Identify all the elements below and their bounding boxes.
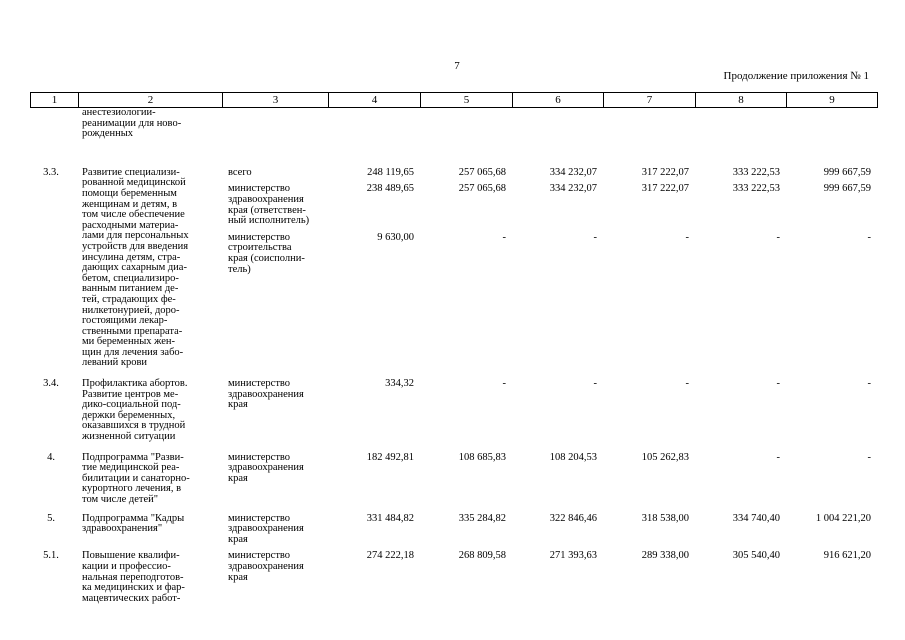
row-executor bbox=[222, 514, 328, 552]
value: 9 630,00 bbox=[377, 231, 414, 243]
table-row bbox=[30, 168, 877, 379]
value-cell bbox=[786, 379, 877, 453]
body-table bbox=[30, 108, 877, 604]
executor-label: всего bbox=[228, 166, 252, 178]
value: 999 667,59 bbox=[823, 166, 871, 178]
value: - bbox=[867, 451, 871, 463]
value-cell bbox=[328, 453, 420, 514]
value: - bbox=[776, 231, 780, 243]
value-cell bbox=[420, 551, 512, 604]
row-executor bbox=[222, 379, 328, 453]
table-row bbox=[30, 379, 877, 453]
value-cell bbox=[420, 514, 512, 552]
row-number: 4. bbox=[47, 451, 55, 463]
value: - bbox=[685, 231, 689, 243]
value: 271 393,63 bbox=[549, 550, 597, 562]
executor-label: министерство здравоохранения края bbox=[228, 378, 304, 411]
value: 335 284,82 bbox=[458, 512, 506, 524]
value-cell bbox=[512, 168, 603, 379]
header-cell: 5 bbox=[421, 93, 513, 108]
value-cell bbox=[603, 453, 695, 514]
value-cell bbox=[603, 379, 695, 453]
value: 334 232,07 bbox=[549, 166, 597, 178]
value-cell bbox=[695, 453, 786, 514]
value: 331 484,82 bbox=[366, 512, 414, 524]
table-row bbox=[30, 453, 877, 514]
value-cell bbox=[512, 379, 603, 453]
value: 289 338,00 bbox=[641, 550, 689, 562]
value-cell bbox=[786, 168, 877, 379]
value-cell bbox=[420, 453, 512, 514]
value-cell bbox=[603, 514, 695, 552]
header-cell: 6 bbox=[513, 93, 604, 108]
header-row bbox=[31, 93, 878, 108]
value-cell bbox=[512, 453, 603, 514]
executor-label: министерство здравоохранения края (ответствен- ный исполнитель) bbox=[228, 183, 310, 227]
value-cell bbox=[328, 514, 420, 552]
value: - bbox=[776, 451, 780, 463]
value: - bbox=[867, 378, 871, 390]
row-executor bbox=[222, 551, 328, 604]
row-name: Подпрограмма "Разви- тие медицинской реа- билитации и санаторно- курортного лечения, в том числе детей" bbox=[82, 451, 190, 505]
row-number: 3.4. bbox=[43, 378, 59, 390]
table-row bbox=[30, 514, 877, 552]
value-cell bbox=[512, 551, 603, 604]
value: 1 004 221,20 bbox=[815, 512, 871, 524]
row-number: 5. bbox=[47, 512, 55, 524]
value-cell bbox=[512, 514, 603, 552]
value-cell bbox=[603, 551, 695, 604]
header-cell: 2 bbox=[79, 93, 223, 108]
value-cell bbox=[328, 551, 420, 604]
value: - bbox=[685, 378, 689, 390]
value-cell bbox=[603, 168, 695, 379]
row-executor bbox=[222, 168, 328, 379]
value-cell bbox=[695, 379, 786, 453]
value: 257 065,68 bbox=[458, 166, 506, 178]
value-cell bbox=[695, 551, 786, 604]
row-name: Развитие специализи- рованной медицинской помощи беременным женщинам и детям, в том числе обеспечение расходными материа- лами для персональных устройств для введения инсулина детям, стра- дающих сахарным диа- бетом, специализиро- ванным питанием де- тей, страдающих фе- нилкетонурией, доро- гостоящими лекар- ственными препарата- ми беременных жен- щин для лечения забо- леваний крови bbox=[82, 166, 189, 369]
value: 999 667,59 bbox=[823, 183, 871, 195]
value-cell bbox=[786, 453, 877, 514]
value-cell bbox=[695, 514, 786, 552]
value-cell bbox=[695, 168, 786, 379]
value: 305 540,40 bbox=[732, 550, 780, 562]
value: - bbox=[593, 231, 597, 243]
value: 108 204,53 bbox=[549, 451, 597, 463]
executor-label: министерство здравоохранения края bbox=[228, 550, 304, 583]
header-cell: 9 bbox=[787, 93, 878, 108]
value: 238 489,65 bbox=[366, 183, 414, 195]
value: 334,32 bbox=[385, 378, 414, 390]
value: 274 222,18 bbox=[366, 550, 414, 562]
value: - bbox=[502, 231, 506, 243]
value: 334 232,07 bbox=[549, 183, 597, 195]
header-cell: 1 bbox=[31, 93, 79, 108]
value-cell bbox=[328, 168, 420, 379]
executor-label: министерство здравоохранения края bbox=[228, 451, 304, 484]
value-cell bbox=[786, 514, 877, 552]
value-cell bbox=[420, 168, 512, 379]
carryover-label: анестезиологии- реанимации для ново- рожденных bbox=[82, 107, 182, 140]
table-row bbox=[30, 551, 877, 604]
value: 105 262,83 bbox=[641, 451, 689, 463]
header-cell: 3 bbox=[223, 93, 329, 108]
header-table bbox=[30, 92, 878, 108]
header-cell: 8 bbox=[696, 93, 787, 108]
carryover-row bbox=[30, 108, 877, 168]
value: 317 222,07 bbox=[641, 183, 689, 195]
continuation-label: Продолжение приложения № 1 bbox=[723, 70, 869, 82]
value: - bbox=[867, 231, 871, 243]
row-name: Повышение квалифи- кации и профессио- нальная переподготов- ка медицинских и фар- мацевтических работ- bbox=[82, 550, 185, 604]
page-number: 7 bbox=[454, 60, 460, 72]
value: 318 538,00 bbox=[641, 512, 689, 524]
value: 248 119,65 bbox=[367, 166, 414, 178]
executor-label: министерство здравоохранения края bbox=[228, 512, 304, 545]
row-number: 5.1. bbox=[43, 550, 59, 562]
value-cell bbox=[420, 379, 512, 453]
value: 317 222,07 bbox=[641, 166, 689, 178]
row-name: Подпрограмма "Кадры здравоохранения" bbox=[82, 512, 185, 535]
row-number: 3.3. bbox=[43, 166, 59, 178]
value: - bbox=[593, 378, 597, 390]
value: 916 621,20 bbox=[823, 550, 871, 562]
value: 182 492,81 bbox=[366, 451, 414, 463]
row-name: Профилактика абортов. Развитие центров ме- дико-социальной под- держки беременных, оказавшихся в трудной жизненной ситуации bbox=[82, 378, 188, 443]
value: 333 222,53 bbox=[732, 183, 780, 195]
executor-label: министерство строительства края (соисполни- тель) bbox=[228, 231, 305, 275]
value: 333 222,53 bbox=[732, 166, 780, 178]
value: 257 065,68 bbox=[458, 183, 506, 195]
header-cell: 4 bbox=[329, 93, 421, 108]
value: 268 809,58 bbox=[458, 550, 506, 562]
row-executor bbox=[222, 453, 328, 514]
header-cell: 7 bbox=[604, 93, 696, 108]
value: - bbox=[776, 378, 780, 390]
value: 108 685,83 bbox=[458, 451, 506, 463]
value-cell bbox=[328, 379, 420, 453]
value-cell bbox=[786, 551, 877, 604]
carryover-text bbox=[78, 108, 222, 168]
value: 322 846,46 bbox=[549, 512, 597, 524]
value: - bbox=[502, 378, 506, 390]
value: 334 740,40 bbox=[732, 512, 780, 524]
